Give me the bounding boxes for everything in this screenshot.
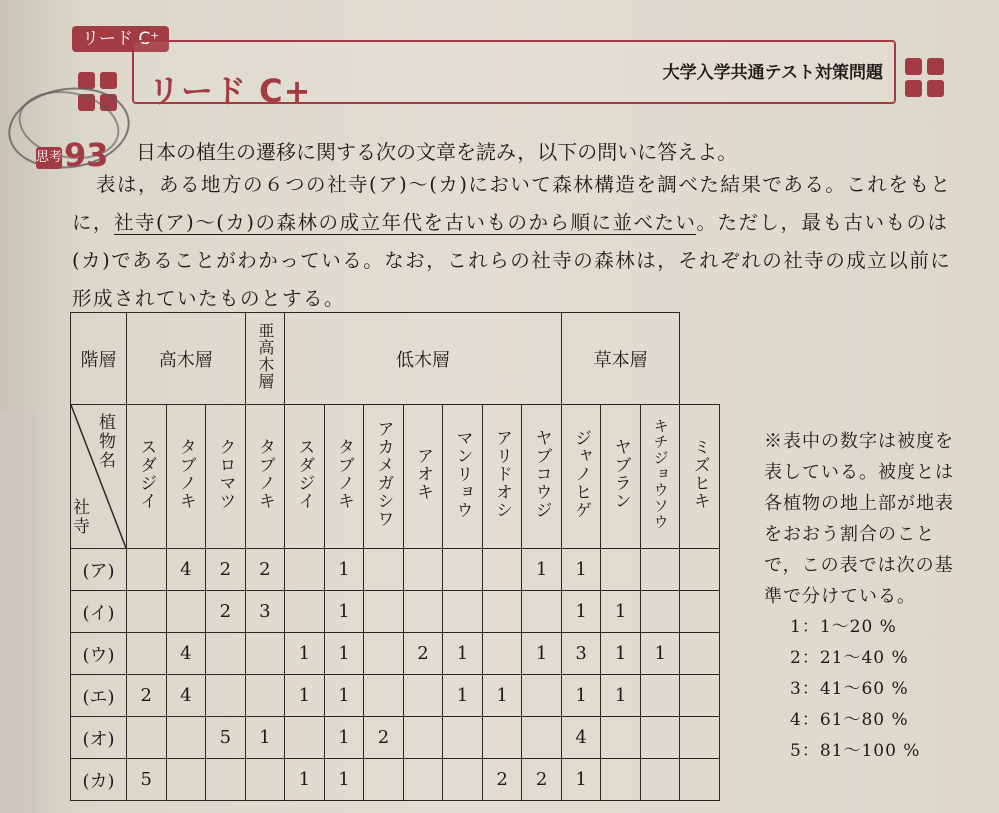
plant-header: アリドオシ: [482, 405, 522, 549]
coverage-cell: 1: [285, 759, 325, 801]
table-row: [71, 633, 720, 675]
shrine-label: (カ): [71, 759, 127, 801]
coverage-cell: [364, 759, 404, 801]
coverage-cell: [166, 717, 206, 759]
corner-plant-shrine: [71, 405, 127, 549]
question-text-after: 。ただし，最も古いものは(カ)であることがわかっている。なお，これらの社寺の森林は，それぞれの社寺の成立以前に形成されていたものとする。: [72, 211, 952, 310]
layer-high-tree: 高木層: [127, 313, 246, 405]
banner-subtitle: 大学入学共通テスト対策問題: [662, 63, 883, 83]
coverage-cell: 1: [522, 633, 562, 675]
coverage-cell: [680, 591, 720, 633]
coverage-cell: [206, 675, 246, 717]
coverage-cell: 1: [443, 633, 483, 675]
scale-item: 1：1～20 %: [790, 617, 897, 637]
coverage-cell: [403, 759, 443, 801]
coverage-cell: [127, 717, 167, 759]
coverage-cell: 5: [127, 759, 167, 801]
coverage-cell: [285, 591, 325, 633]
coverage-cell: [680, 633, 720, 675]
coverage-cell: 2: [364, 717, 404, 759]
vegetation-table: [70, 312, 720, 801]
coverage-cell: 1: [561, 591, 601, 633]
plant-header: ミズヒキ: [680, 405, 720, 549]
decor-square: [927, 80, 944, 97]
coverage-cell: 2: [206, 549, 246, 591]
plant-header: タブノキ: [166, 405, 206, 549]
question-text-underlined: 社寺(ア)～(カ)の森林の成立年代を古いものから順に並べたい: [114, 211, 697, 234]
coverage-cell: 2: [403, 633, 443, 675]
table-row: [71, 549, 720, 591]
coverage-cell: [403, 549, 443, 591]
coverage-cell: [482, 591, 522, 633]
coverage-cell: 4: [166, 549, 206, 591]
plant-header: アカメガシワ: [364, 405, 404, 549]
decor-square: [905, 58, 922, 75]
coverage-cell: 1: [561, 549, 601, 591]
coverage-cell: [127, 549, 167, 591]
coverage-cell: [403, 675, 443, 717]
coverage-cell: [245, 759, 285, 801]
scale-item: 3：41～60 %: [790, 679, 909, 699]
corner-layer-label: 階層: [71, 313, 127, 405]
coverage-cell: 4: [166, 633, 206, 675]
coverage-cell: [482, 633, 522, 675]
scale-item: 2：21～40 %: [790, 648, 909, 668]
decor-square: [100, 72, 117, 89]
decor-square: [927, 58, 944, 75]
thinking-badge: 思考: [36, 147, 62, 169]
question-body: [72, 166, 958, 318]
scale-item: 4：61～80 %: [790, 710, 909, 730]
coverage-cell: 4: [166, 675, 206, 717]
coverage-cell: [364, 549, 404, 591]
coverage-cell: 1: [522, 549, 562, 591]
coverage-cell: [245, 633, 285, 675]
plant-header: クロマツ: [206, 405, 246, 549]
coverage-cell: [403, 717, 443, 759]
table-row: [71, 675, 720, 717]
coverage-cell: 1: [285, 675, 325, 717]
decor-square: [78, 72, 95, 89]
coverage-cell: 1: [245, 717, 285, 759]
coverage-cell: 2: [127, 675, 167, 717]
plant-header: タブノキ: [324, 405, 364, 549]
coverage-cell: [364, 591, 404, 633]
coverage-cell: 2: [206, 591, 246, 633]
plant-header: スダジイ: [285, 405, 325, 549]
coverage-cell: [640, 549, 680, 591]
corner-plant-label: 植物名: [95, 413, 115, 470]
coverage-cell: 1: [324, 549, 364, 591]
coverage-cell: [601, 717, 641, 759]
coverage-cell: [206, 759, 246, 801]
scale-item: 5：81～100 %: [790, 741, 921, 761]
table-note: [764, 426, 964, 767]
plant-header: キチジョウソウ: [640, 405, 680, 549]
coverage-cell: [640, 591, 680, 633]
coverage-cell: 1: [324, 633, 364, 675]
coverage-cell: 5: [206, 717, 246, 759]
coverage-cell: [166, 591, 206, 633]
plant-header: スダジイ: [127, 405, 167, 549]
coverage-cell: 3: [245, 591, 285, 633]
table-row: [71, 717, 720, 759]
coverage-cell: [522, 675, 562, 717]
coverage-cell: [443, 591, 483, 633]
coverage-cell: [522, 717, 562, 759]
coverage-cell: 1: [324, 717, 364, 759]
coverage-cell: 2: [482, 759, 522, 801]
shrine-label: (オ): [71, 717, 127, 759]
plant-header: ジャノヒゲ: [561, 405, 601, 549]
layer-herb: 草本層: [561, 313, 680, 405]
coverage-cell: [443, 759, 483, 801]
table-body: [71, 549, 720, 801]
question-text-before: 表は，ある地方の６つの社寺(ア)～(カ)において森林構造を調べた結果である。これをもとに，: [72, 173, 952, 234]
coverage-cell: [245, 675, 285, 717]
coverage-cell: [680, 675, 720, 717]
coverage-cell: [364, 633, 404, 675]
coverage-cell: 1: [601, 591, 641, 633]
plant-header-row: [71, 405, 720, 549]
coverage-cell: [364, 675, 404, 717]
coverage-cell: [680, 549, 720, 591]
coverage-cell: [601, 759, 641, 801]
note-text: ※表中の数字は被度を表している。被度とは各植物の地上部が地表をおおう割合のことで，この表では次の基準で分けている。: [764, 431, 954, 607]
question-number: 93: [64, 136, 109, 174]
coverage-cell: [127, 591, 167, 633]
coverage-cell: [206, 633, 246, 675]
plant-header: マンリョウ: [443, 405, 483, 549]
layer-header-row: [71, 313, 720, 405]
coverage-cell: 1: [601, 675, 641, 717]
coverage-cell: [403, 591, 443, 633]
table-row: [71, 759, 720, 801]
shrine-label: (エ): [71, 675, 127, 717]
coverage-cell: 1: [601, 633, 641, 675]
coverage-cell: [166, 759, 206, 801]
coverage-cell: 3: [561, 633, 601, 675]
coverage-cell: [601, 549, 641, 591]
coverage-cell: 4: [561, 717, 601, 759]
coverage-cell: 1: [482, 675, 522, 717]
shrine-label: (ウ): [71, 633, 127, 675]
coverage-cell: [443, 717, 483, 759]
table-row: [71, 591, 720, 633]
coverage-cell: [680, 717, 720, 759]
plant-header: ヤブコウジ: [522, 405, 562, 549]
plant-header: ヤブラン: [601, 405, 641, 549]
plant-header: タブノキ: [245, 405, 285, 549]
coverage-cell: 1: [324, 759, 364, 801]
plant-header: アオキ: [403, 405, 443, 549]
adjacent-page-edge: [0, 410, 38, 813]
coverage-cell: 1: [561, 675, 601, 717]
corner-shrine-label: 社寺: [69, 498, 89, 536]
coverage-cell: [482, 717, 522, 759]
coverage-cell: [640, 717, 680, 759]
shrine-label: (ア): [71, 549, 127, 591]
coverage-cell: [640, 675, 680, 717]
coverage-cell: 2: [522, 759, 562, 801]
coverage-cell: [680, 759, 720, 801]
coverage-cell: 1: [324, 675, 364, 717]
banner-title: リード C+: [148, 72, 312, 110]
shrine-label: (イ): [71, 591, 127, 633]
coverage-cell: [443, 549, 483, 591]
coverage-cell: [482, 549, 522, 591]
coverage-cell: [127, 633, 167, 675]
section-tag: リード C⁺: [72, 26, 169, 52]
coverage-cell: [522, 591, 562, 633]
layer-subtree: 亜高木層: [245, 313, 285, 405]
coverage-cell: 1: [640, 633, 680, 675]
layer-shrub: 低木層: [285, 313, 562, 405]
coverage-cell: 1: [324, 591, 364, 633]
coverage-cell: [285, 717, 325, 759]
coverage-cell: 1: [443, 675, 483, 717]
decor-square: [905, 80, 922, 97]
question-intro: 日本の植生の遷移に関する次の文章を読み，以下の問いに答えよ。: [136, 140, 738, 164]
coverage-cell: [285, 549, 325, 591]
coverage-cell: 1: [561, 759, 601, 801]
coverage-cell: 2: [245, 549, 285, 591]
coverage-cell: [640, 759, 680, 801]
coverage-cell: 1: [285, 633, 325, 675]
